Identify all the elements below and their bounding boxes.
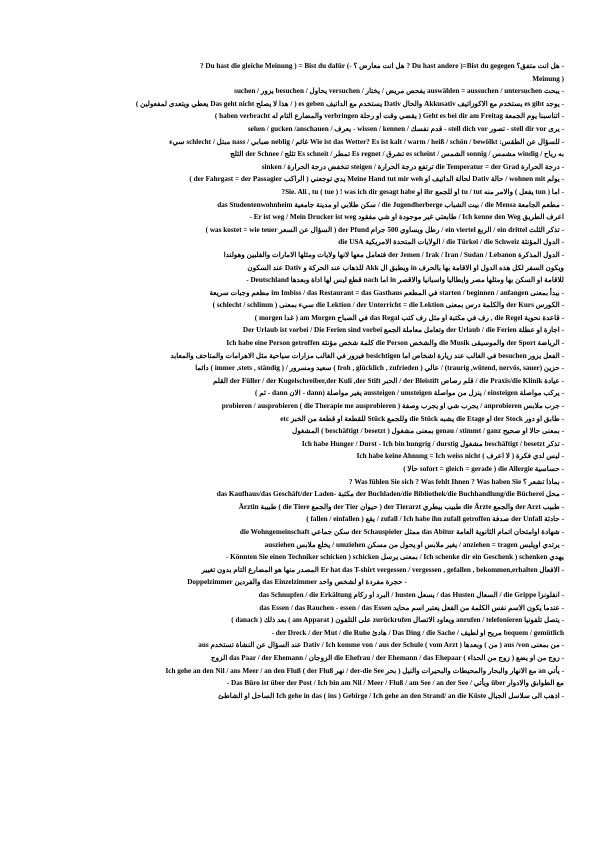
text-line: - محل der Buchladen/die Bibliothek/die Buchhandlung/die Bücherei مكتبة -das Kaufhaus/das Geschäft/der Laden	[216, 490, 564, 499]
text-line: - هل انت متفق؟ Du hast andere )=Bist du gegegen ? هل انت معارض ؟ -) Du hast die gleiche Meinung ) = Bist du dafür ?	[200, 62, 564, 70]
text-line: - حادثة der Unfall صدفة zufall / Ich habe ihn zufall getroffen / يقع ( fallen / einfallen )	[306, 515, 564, 524]
text-line: - der Dreck / der Mut / die Ruhe هادئ / Das Ding / die Sache / مريح او لطيف bequem / gemütlich	[271, 628, 564, 637]
text-line: - بمعنى حالا او صحيح genau / stimmt / ganz بمعنى مشغول ( beschäftigt / besetzt ) المشغول	[292, 427, 564, 436]
text-line: - يوجد es gibt يستخدم مع الاكوزاتيف Akkusativ والحال Dativ يستخدم مع الداتيف es geben ( / هذا لا يصلح Das geht nicht يعطي ويتعدى لمفعولين )	[135, 99, 564, 108]
text-line: - الكورس der Kurs والكلمة درس بمعنى die Lektion / der Unterricht = die Lektion سيء بمعنى ( schlecht / schlimm )	[212, 301, 564, 310]
text-line: - Das Büro ist über der Post / Ich bin am Nil / Meer / Fluß / am See / an der See / ويأتي über مع الطوابق والادوار	[226, 679, 564, 688]
text-line: - يرتدي اويلبس anziehen = tragen / يغير ملابس او يحول من مسكن umziehen / يخلع ملابس ausziehen	[264, 540, 564, 549]
text-line: - اجازة او عطلة der Urlaub / die Ferien وتعامل معاملة الجمع Der Urlaub ist vorbei / Die Ferien sind vorbei	[242, 326, 564, 335]
text-line: - اتناسبنا يوم الجمعة Geht es bei dir am Freitag ( يقضي وقت او رحلة verbringen والمضارع التام له haben verbracht )	[214, 112, 564, 121]
text-line: - حجرة مفردة او لشخص واحد das Einzelzimmer والفردين Doppelzimmer	[187, 578, 407, 587]
text-line: - الدول المذكرة der Jemen / Irak / Iran / Sudan / Lebanon فتعامل معها لانها ولايات ومثلها الامارات والفلبين وهولندا	[223, 250, 564, 259]
text-line: - يولم wohnen mit / حالة Dativ لحالة الداتيف او Meine Hand tut mir weh يدي توجعني ( الراكب der Fahrgast = der Passagier )	[189, 175, 564, 184]
text-line: - درجة الحرارة die Temperatur = der Grad ترتفع درجة الحرارة / steigen تنخفض درجة الحرارة / sinken	[261, 162, 564, 171]
text-line: - يأتي an مع الانهار والبحار والمحيطات والبحيرات والنيل ( بحر der-die See / نهر der Fluß ) Ich gehe an den Nil / ans Meer / an den Fluß	[165, 666, 564, 675]
text-line: - يركب مواصلة einsteigen / ينزل من مواصلة aussteigen / umsteigen يغير مواصلة (dann - الان dann - ثم )	[255, 389, 564, 398]
text-line: - عندما يكون الاسم نفس الكلمة من الفعل يعتبر اسم محايد das Essen / das Rauchen - essen / das Essen	[259, 603, 564, 612]
text-line: به رياح / windig مشمس / sonnig الشمس / es scheint تشرق / Es regnet تمطر / Es schneit تثلج / der Schnee الثلج	[230, 150, 564, 159]
text-line: - جرب ملابس anprobieren / يجرب شي او يجرب وصفة probieren / ausprobieren ( die Therapie me ausprobieren )	[221, 402, 564, 411]
text-line: - الفعل يزور besuchen في الغالب عند زيارة اشخاص اما besichtigen فيزور في الغالب مزارات سياحية مثل الاهرامات والمتاحف والمعابد	[170, 351, 564, 360]
text-line: - مطعم الجامعة die Mensa / بيت الشباب die Jugendherberge / سكن طلابي او مدينة جامعية das Studentenwohnheim	[217, 200, 564, 209]
document-page	[30, 60, 564, 830]
text-line: - Er ist weg / Mein Drucker ist weg طابعتي غير موجودة او شي مفقود / Ich kenne den Weg اعرف الطريق	[249, 213, 564, 222]
text-line: - شهادة اوامتحان اتمام الثانوية العامة das Abitur ممثل der Schauspieler سكن جماعي die Wohngemeinschaft	[239, 527, 564, 536]
text-line: - زوج من او يضع ( زوج من الحذاء ) die Ehefrau / der Ehemann / das Ehepaar الزوجان / das Paar / der Ehemann الزوج	[211, 653, 564, 662]
text-line: - عيادة die Praxis/die Klinik / قلم رصاص der Bleistift / الحبر der Füller / der Kugelschreiber,der Kuli ,der Stift القلم	[213, 376, 564, 385]
text-line: - Deutschland قطع ليس لها اداة وبعدها nach اما in للاقامة او السكن بها ومثلها مصر وايطاليا واسبانيا والاقصر	[246, 276, 564, 285]
text-line: - بماذا تشعر ؟ Was fühlen Sie sich ? Was fehlt Ihnen ? Was haben Sie ?	[348, 477, 564, 486]
text-line: - يتصل تلفونيا anrufen / telefonieren ويعاود الاتصال zurückrufen على التلفون ( am Apparat ) بعد ذلك ( danach )	[231, 616, 564, 625]
text-line: - من بمعنى aus /von ( من ) وبعدها Dativ / Ich komme von / aus der Schule ( vom Arzt ) عند السؤال عن النشاة تستخدم aus	[198, 641, 564, 650]
text-line: - الدول المؤنثة die Türkei / die Schweiz / الولايات المتحدة الامريكية die USA	[338, 238, 564, 247]
text-line: - انفلونزا die Grippe / السعال das Husten / يسعل husten / البرد او زكام das Schnupfen / die Erkältung	[258, 590, 564, 599]
text-line: - حساسية die Allergie ( sofort = gleich = gerade حالا )	[403, 465, 564, 473]
text-line: - يرى stell dir vor - تصور stell dich vor - قدم نفسك / wissen / kennen - يعرف / sehen / gucken /anschauen	[247, 124, 564, 133]
text-line: - ليس لدي فكرة ( لا اعرف ) Ich habe keine Ahnung = Ich weiss nicht	[356, 452, 564, 461]
text-line: - بيدأ بمعنى starten / beginnen / anfangen في المطعم im Imbiss / das Restaurant = das Gasthaus مطعم وجبات سريعة	[209, 288, 564, 297]
text-line: - طابق او دور der Stock او die Etage يشبه die Stück وللجمع Stück للقطعة او قطعة من الخبز etc	[280, 414, 564, 423]
text-line: - الافعال Er hat das T-shirt vergessen / vergessen , gefallen , bekommen,erhalten المصدر منها هو المضارع التام بدون تغيير	[201, 565, 564, 574]
text-line: - Könnten Sie einen Techniker schicken ) schicken بمعنى يرسل / Ich schenke dir ein Geschenk ) schenken يهدي	[225, 553, 564, 562]
text-line: - تذكر beschäftigt / besetzt مشغول Ich habe Hunger / Durst - Ich bin hungrig / durstig	[301, 439, 564, 448]
text-line: - تذكر الثلث ein drittel / الربع ein viertel / رطل ويساوي 500 جرام der Pfund ( السؤال عن السعر was kostet = wie teuer )	[205, 225, 564, 234]
text-line: - اما ( tun يفعل ) والامر منه tu / tut او للجمع ihr او Sie. Ali , tu ( tue ) ! was ich dir gesagt habe?	[281, 187, 564, 196]
text-line: - طبيب der Arzt والجمع die Ärzte طبيب بيطري der Tierarzt ( حيوان der Tier والجمع die Tiere ) طبيبة Ärztin	[238, 502, 564, 511]
text-line: - اذهب الى سلاسل الجبال Ich gehe in das ( ins ) Gebirge / Ich gehe an den Strand/ an die Küste الساحل او الشاطئ	[218, 691, 564, 700]
text-line: - للسؤال عن الطقس: Wie ist das Wetter? Es ist kalt / warm / heiß / schön / bewölkt غائم / neblig ضبابي / nass مبتل / schlecht سيء	[169, 137, 564, 146]
text-line: - الرياضة der Sport والموسيقى die Musik والشخص die Person كلمة شخص مؤنثة Ich habe eine Person getroffen	[226, 339, 564, 348]
text-line: - حزين (traurig ,wütend, nervös, sauer) / عالي ( froh , glücklich , zufrieden ) سعيد ومسرور / ( immer ,stets , ständig ) دائما	[195, 364, 564, 373]
text-line: - يبحث auswählen = aussuchen / untersuchen يفحص مريض / يختار / versuchen يحاول / besuchen يزور / suchen	[234, 87, 564, 96]
text-line: - قاعدة نحوية die Regel , رف في مكتبة او مثل رف كتب das Regal في الصباح am Morgen ( غدا morgen )	[254, 313, 564, 322]
text-line: Meinung )	[532, 74, 564, 83]
text-line: ويكون السفر لكل هذه الدول او الاقامة بها بالحرف in ويطبق ال Akk للذهاب عند الحركة و Dativ عند السكون	[247, 263, 564, 272]
